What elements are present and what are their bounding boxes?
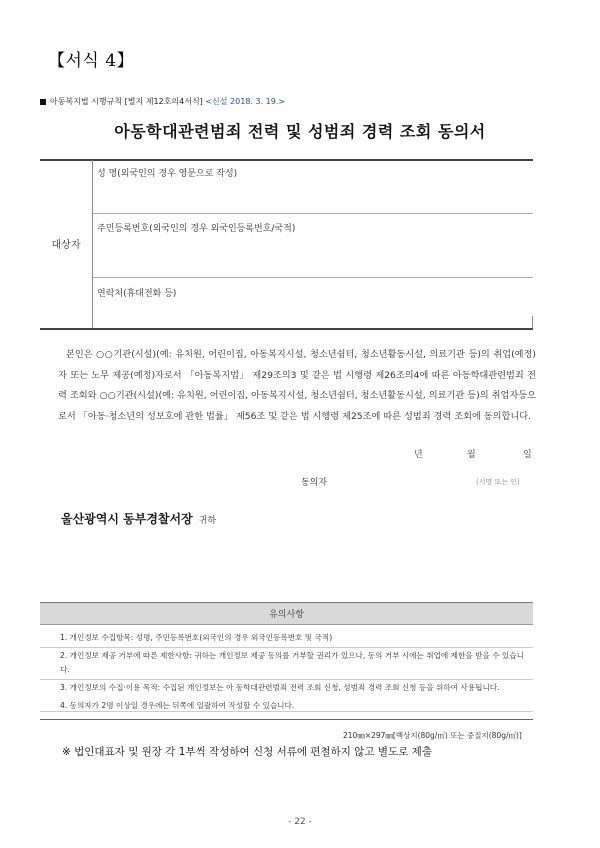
notice-divider: [40, 647, 533, 648]
notice-item: 3. 개인정보의 수집·이용 목적: 수집된 개인정보는 아 동학대관련범죄 전력 조회 신청, 성범죄 경력 조회 신청 등을 위하여 사용됩니다.: [60, 683, 500, 692]
date-month-label: 월: [467, 450, 476, 460]
notice-item: 2. 개인정보 제공 거부에 따른 제한사항: 귀하는 개인정보 제공 동의를 거부할 권리가 있으나, 동의 거부 시에는 취업에 제한을 받을 수 있습니다.: [60, 651, 524, 674]
notice-heading-text: 유의사항: [269, 610, 304, 620]
consent-statement: [58, 345, 536, 427]
signature-hint: (서명 또는 인): [476, 478, 520, 486]
notice-divider: [40, 711, 533, 712]
id-number-field[interactable]: [93, 214, 533, 277]
contact-field[interactable]: [93, 278, 533, 328]
notice-item: 1. 개인정보 수집항목: 성명, 주민등록번호(외국인의 경우 외국인등록번호 및 국적): [60, 633, 333, 642]
recipient-agency: 울산광역시 동부경찰서장: [61, 512, 193, 526]
table-corner-mark: [532, 316, 533, 328]
date-day-label: 일: [523, 450, 532, 460]
signature-field[interactable]: [345, 470, 470, 488]
notice-item: 4. 동의자가 2명 이상일 경우에는 뒤쪽에 일괄하여 작성할 수 있습니다.: [60, 701, 295, 710]
date-year-label: 년: [414, 450, 423, 460]
page-title: 아동학대관련범죄 전력 및 성범죄 경력 조회 동의서: [114, 122, 486, 141]
signer-label: 동의자: [301, 478, 328, 488]
contact-field-label: 연락처(휴대전화 등): [97, 289, 177, 299]
form-number: 【서식 4】: [48, 51, 135, 71]
recipient-honorific: 귀하: [198, 516, 217, 526]
name-field-label: 성 명(외국인의 경우 영문으로 작성): [97, 169, 238, 179]
consent-text: 본인은 ○○기관(시설)(예: 유치원, 어린이집, 아동복지시설, 청소년쉼터, 청소년활동시설, 의료기관 등)의 취업(예정)자 또는 노무 제공(예정)자로서 「아동복지법」 제29조의3 및 같은 법 시행령 제26조의4에 따른 아동학대관련범죄 전력 조회와 ○○기관(시설)(예: 유치원, 어린이집, 아동복지시설, 청소년쉼터, 청소년활동시설, 의료기관 등)의 취업자등으로서 「아동·청소년의 성보호에 관한 법률」 제56조 및 같은 법 시행령 제25조에 따른 성범죄 경력 조회에 동의합니다.: [58, 349, 536, 422]
notice-heading: [40, 602, 533, 625]
amendment-note: <신설 2018. 3. 19.>: [205, 97, 286, 106]
table-bottom-border: [40, 328, 533, 330]
square-bullet-icon: [40, 99, 46, 105]
paper-spec: 210㎜×297㎜[백상지(80g/㎡) 또는 중질지(80g/㎡)]: [343, 731, 522, 740]
subject-side-label: 대상자: [51, 240, 81, 251]
notice-divider: [40, 679, 533, 680]
reference-prefix: 아동복지법 시행규칙 [별지 제12호의4서식]: [50, 97, 203, 106]
submission-footnote: ※ 법인대표자 및 원장 각 1부씩 작성하여 신청 서류에 편철하지 않고 별도로 제출: [62, 746, 432, 758]
notice-list: [60, 631, 530, 715]
regulation-reference: [40, 96, 285, 107]
recipient-line: [61, 510, 216, 527]
page-number: - 22 -: [288, 817, 312, 827]
notice-bottom-border: [40, 719, 533, 720]
id-field-label: 주민등록번호(외국인의 경우 외국인등록번호/국적): [97, 224, 296, 234]
name-field[interactable]: [93, 160, 533, 213]
